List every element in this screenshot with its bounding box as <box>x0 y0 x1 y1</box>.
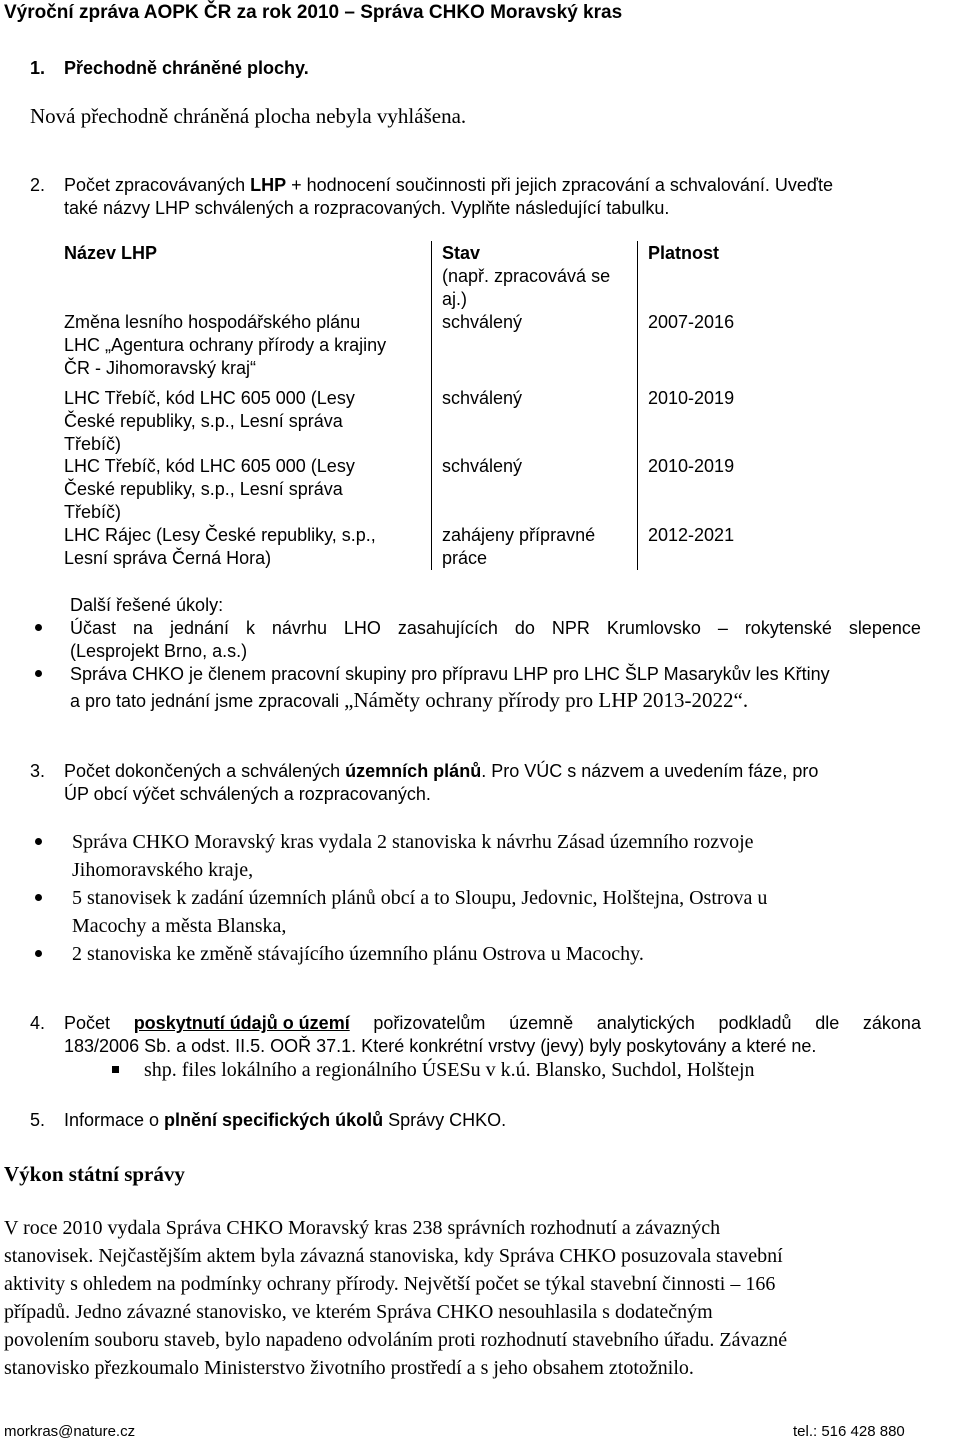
table-header-stav-note-2: aj.) <box>442 289 468 309</box>
row-name-line: České republiky, s.p., Lesní správa <box>64 411 343 431</box>
section-2-number: 2. <box>30 175 46 195</box>
other-task-2-line-2: a pro tato jednání jsme zpracovali „Náměty ochrany přírody pro LHP 2013-2022“. <box>70 688 749 712</box>
section-4-line-1: Počet poskytnutí údajů o území pořizovatelům územně analytických podkladů dle zákona <box>64 1013 921 1033</box>
plans-bullet-2-line-2: Macochy a města Blanska, <box>72 915 287 937</box>
row-validity: 2010-2019 <box>648 456 735 476</box>
table-header-stav-note: (např. zpracovává se <box>442 266 611 286</box>
row-name-line: Změna lesního hospodářského plánu <box>64 312 361 332</box>
row-name-line: ČR - Jihomoravský kraj“ <box>64 358 257 378</box>
square-bullet-icon <box>112 1066 119 1073</box>
section-5-number: 5. <box>30 1110 46 1130</box>
section-1-text: Nová přechodně chráněná plocha nebyla vyhlášena. <box>30 104 467 128</box>
section-2-line-1: Počet zpracovávaných LHP + hodnocení součinnosti při jejich zpracování a schvalování. Uveďte <box>64 175 833 195</box>
section-4-number: 4. <box>30 1013 46 1033</box>
row-status: schválený <box>442 312 523 332</box>
vykon-paragraph-line: aktivity s ohledem na podmínky ochrany přírody. Největší počet se týkal stavební činnosti – 166 <box>4 1273 776 1295</box>
row-status: schválený <box>442 456 523 476</box>
row-name-line: České republiky, s.p., Lesní správa <box>64 479 343 499</box>
row-validity: 2010-2019 <box>648 388 735 408</box>
table-header-name: Název LHP <box>64 243 158 263</box>
section-3-line-2: ÚP obcí výčet schválených a rozpracovaných. <box>64 784 431 804</box>
plans-bullet-3-line-1: 2 stanoviska ke změně stávajícího územního plánu Ostrova u Macochy. <box>72 943 644 965</box>
other-task-1-line-2: (Lesprojekt Brno, a.s.) <box>70 641 248 661</box>
vykon-paragraph-line: V roce 2010 vydala Správa CHKO Moravský kras 238 správních rozhodnutí a závazných <box>4 1217 721 1239</box>
bullet-icon <box>35 670 42 677</box>
row-name-line: LHC Třebíč, kód LHC 605 000 (Lesy <box>64 388 355 408</box>
row-validity: 2007-2016 <box>648 312 735 332</box>
plans-bullet-1-line-1: Správa CHKO Moravský kras vydala 2 stanoviska k návrhu Zásad územního rozvoje <box>72 831 754 853</box>
row-name-line: Lesní správa Černá Hora) <box>64 548 272 568</box>
row-name-line: Třebíč) <box>64 502 122 522</box>
bullet-icon <box>35 894 42 901</box>
row-validity: 2012-2021 <box>648 525 735 545</box>
section-5-line: Informace o plnění specifických úkolů Správy CHKO. <box>64 1110 507 1130</box>
row-status: schválený <box>442 388 523 408</box>
footer-email[interactable]: morkras@nature.cz <box>4 1423 136 1440</box>
other-task-2-line-1: Správa CHKO je členem pracovní skupiny pro přípravu LHP pro LHC ŠLP Masarykův les Křtiny <box>70 664 830 684</box>
section-4-line-2: 183/2006 Sb. a odst. II.5. OOŘ 37.1. Které konkrétní vrstvy (jevy) byly poskytovány a které ne. <box>64 1036 817 1056</box>
bullet-icon <box>35 838 42 845</box>
table-header-platnost: Platnost <box>648 243 720 263</box>
bullet-icon <box>35 950 42 957</box>
section-3-line-1: Počet dokončených a schválených územních plánů. Pro VÚC s názvem a uvedením fáze, pro <box>64 761 819 781</box>
bullet-icon <box>35 624 42 631</box>
plans-bullet-1-line-2: Jihomoravského kraje, <box>72 859 254 881</box>
row-name-line: LHC „Agentura ochrany přírody a krajiny <box>64 335 387 355</box>
footer-phone: tel.: 516 428 880 <box>793 1423 905 1440</box>
row-status-line-2: práce <box>442 548 488 568</box>
vykon-paragraph-line: povolením souboru staveb, bylo napadeno odvoláním proti rozhodnutí stavebního úřadu. Závazné <box>4 1329 788 1351</box>
other-task-1-line-1: Účast na jednání k návrhu LHO zasahujících do NPR Krumlovsko – rokytenské slepence <box>70 618 921 638</box>
section-1-number: 1. <box>30 58 46 78</box>
other-tasks-title: Další řešené úkoly: <box>70 595 224 615</box>
page-header: Výroční zpráva AOPK ČR za rok 2010 – Správa CHKO Moravský kras <box>4 2 623 23</box>
row-name-line: Třebíč) <box>64 434 122 454</box>
row-name-line: LHC Rájec (Lesy České republiky, s.p., <box>64 525 376 545</box>
row-status: zahájeny přípravné <box>442 525 596 545</box>
section-1-title: Přechodně chráněné plochy. <box>64 58 309 78</box>
row-name-line: LHC Třebíč, kód LHC 605 000 (Lesy <box>64 456 355 476</box>
vykon-title: Výkon státní správy <box>4 1162 185 1186</box>
vykon-paragraph-line: stanovisek. Nejčastějším aktem byla závazná stanoviska, kdy Správa CHKO posuzovala stavební <box>4 1245 783 1267</box>
section-4-bullet: shp. files lokálního a regionálního ÚSESu v k.ú. Blansko, Suchdol, Holštejn <box>144 1059 755 1081</box>
plans-bullet-2-line-1: 5 stanovisek k zadání územních plánů obcí a to Sloupu, Jedovnic, Holštejna, Ostrova u <box>72 887 768 909</box>
section-3-number: 3. <box>30 761 46 781</box>
table-header-stav: Stav <box>442 243 481 263</box>
section-2-line-2: také názvy LHP schválených a rozpracovaných. Vyplňte následující tabulku. <box>64 198 670 218</box>
vykon-paragraph-line: stanovisko přezkoumalo Ministerstvo životního prostředí a s jeho obsahem ztotožnilo. <box>4 1357 694 1379</box>
vykon-paragraph-line: případů. Jedno závazné stanovisko, ve kterém Správa CHKO nesouhlasila s dodatečným <box>4 1301 713 1323</box>
table-divider-right <box>637 241 638 570</box>
table-divider-left <box>431 241 432 570</box>
